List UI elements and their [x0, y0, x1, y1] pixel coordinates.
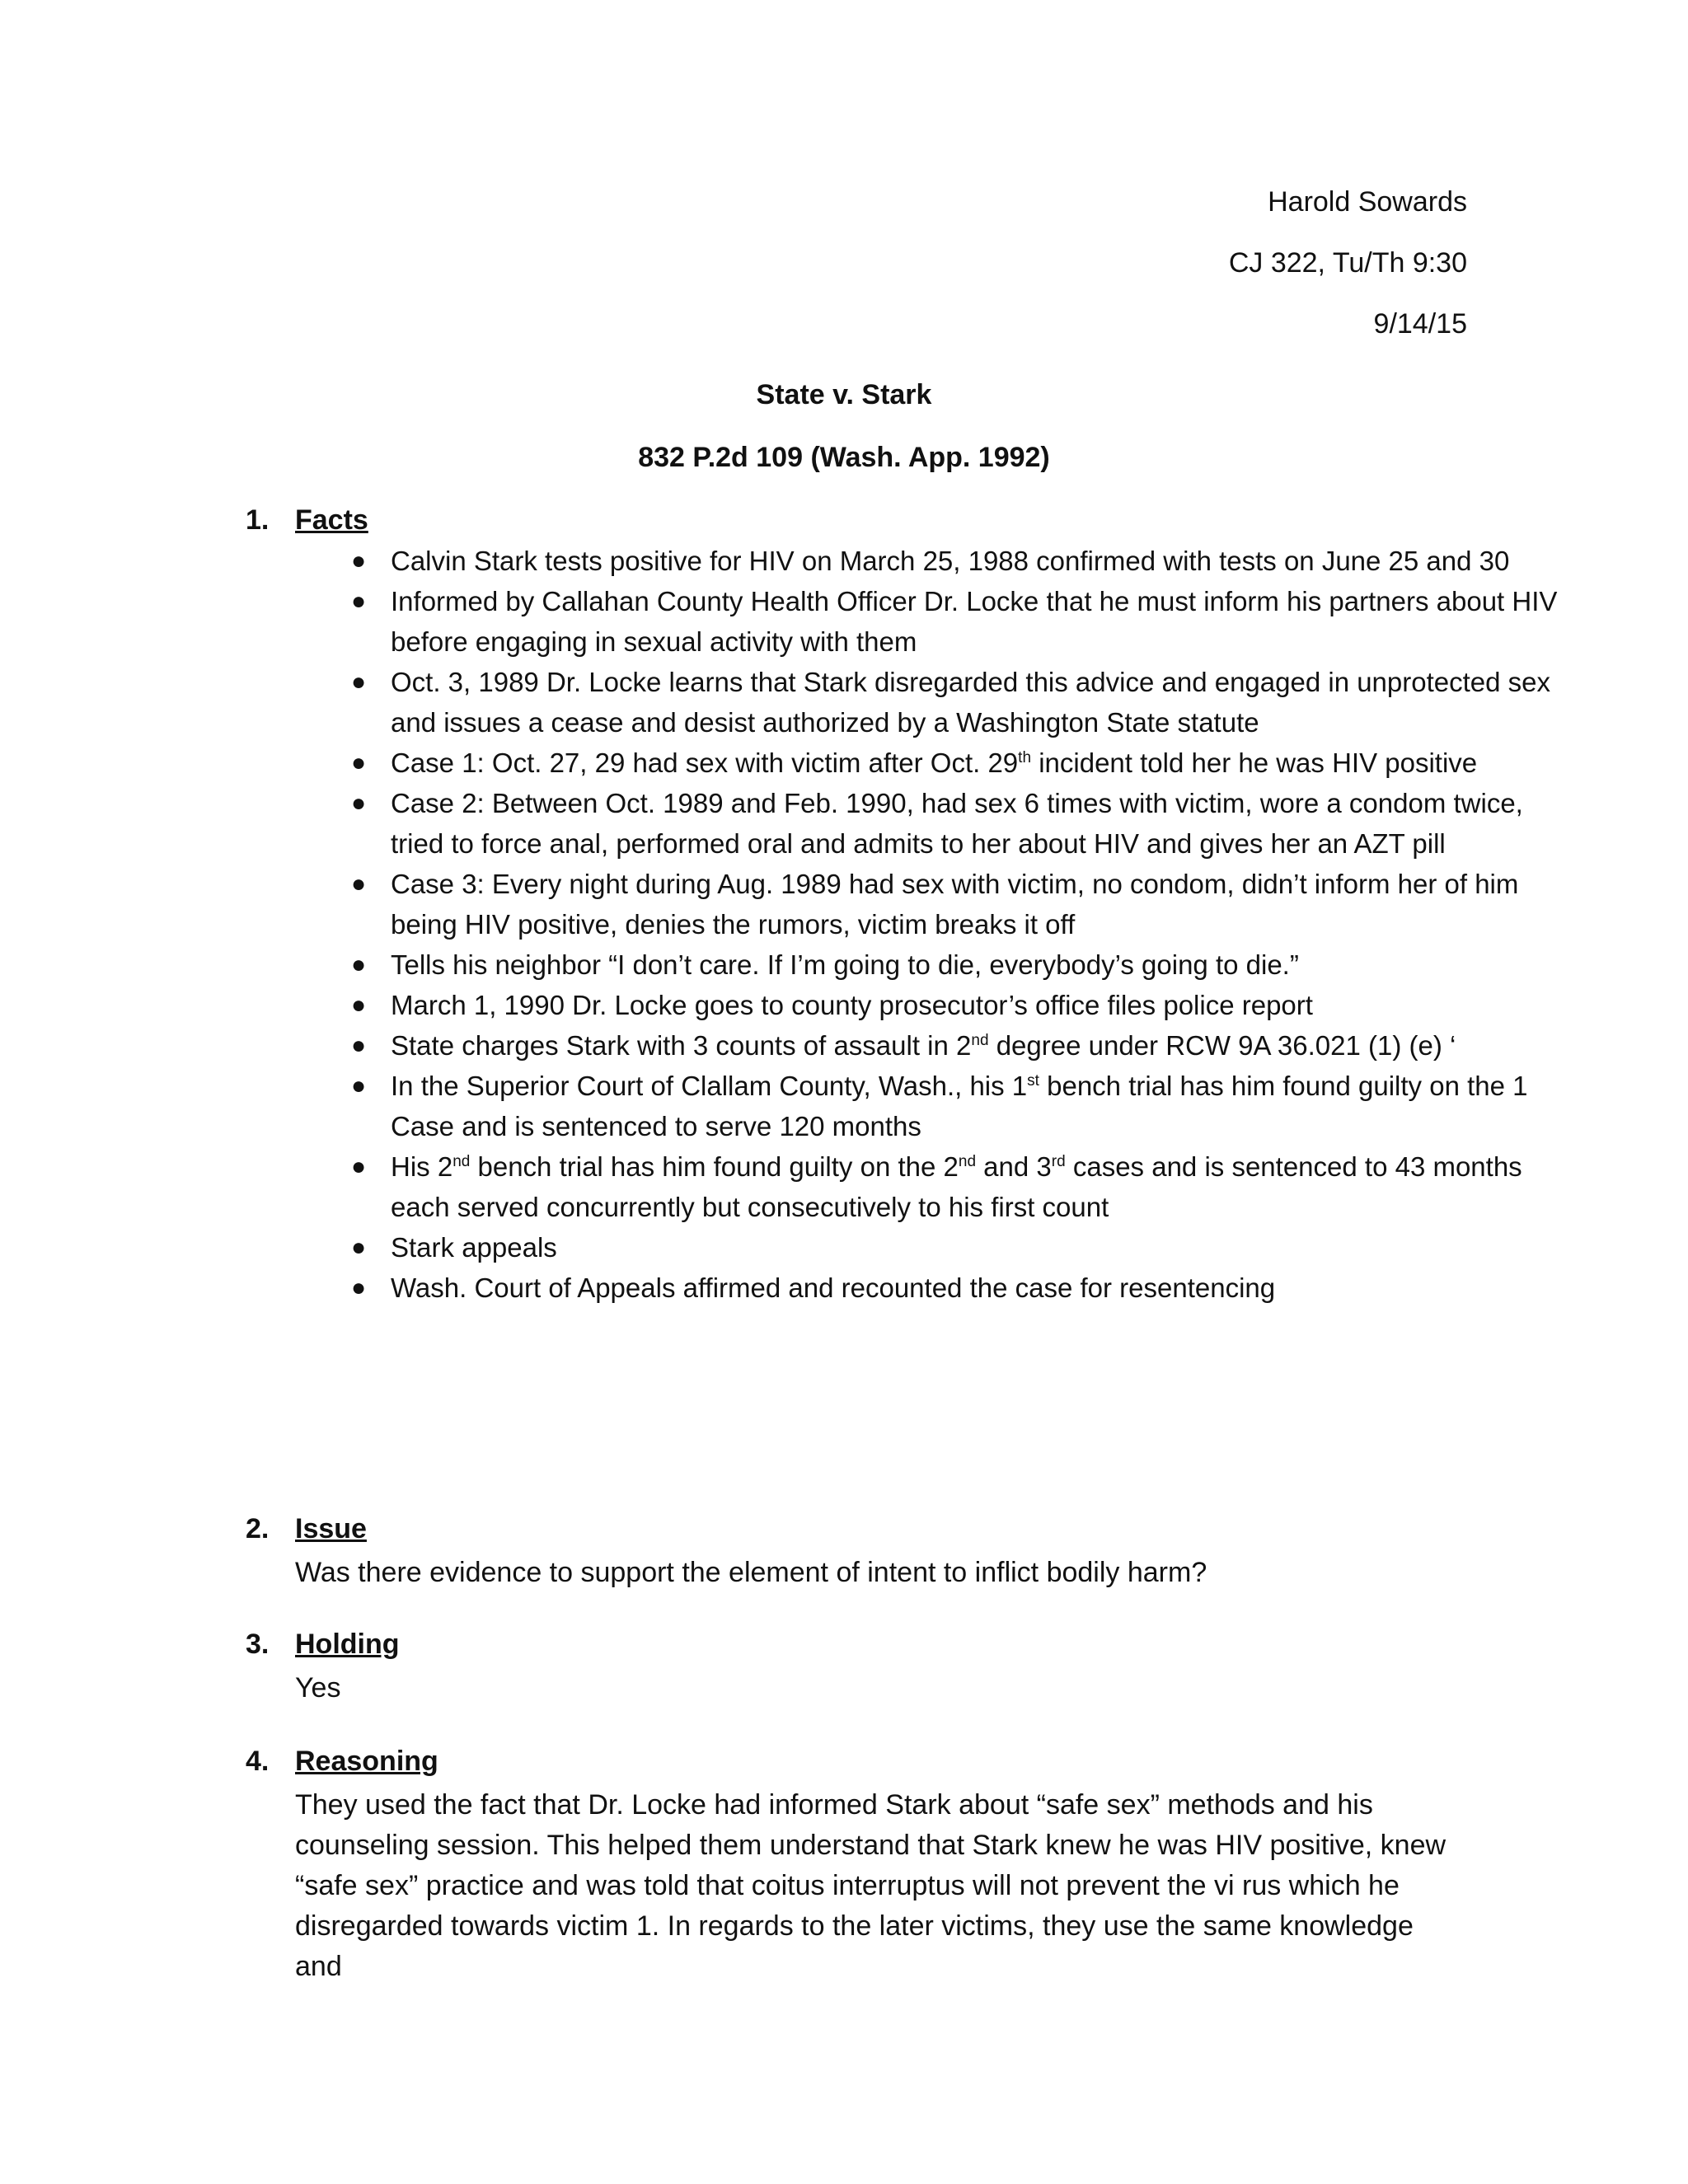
list-item: ● Case 1: Oct. 27, 29 had sex with victim after Oct. 29th incident told her he was HIV positive — [391, 743, 1569, 783]
bullet-icon: ● — [351, 1234, 367, 1261]
holding-text: Yes — [295, 1672, 341, 1704]
reasoning-heading: Reasoning — [295, 1746, 438, 1777]
bullet-icon: ● — [351, 951, 367, 978]
list-item: ● March 1, 1990 Dr. Locke goes to county prosecutor’s office files police report — [391, 985, 1569, 1025]
issue-number: 2. — [246, 1513, 270, 1544]
list-item: ● Case 2: Between Oct. 1989 and Feb. 1990, had sex 6 times with victim, wore a condom twice, tried to force anal, performed oral and admits to her about HIV and gives her an AZT pill — [391, 783, 1569, 864]
bullet-icon: ● — [351, 749, 367, 776]
reasoning-text: They used the fact that Dr. Locke had informed Stark about “safe sex” methods and his counseling session. This helped them understand that Stark knew he was HIV positive, knew “safe sex” practice and was told that coitus interruptus will not prevent the vi rus which he disregarded towards victim 1. In regards to the later victims, they use the same knowledge and — [295, 1789, 1447, 1982]
bullet-icon: ● — [351, 1072, 367, 1099]
bullet-icon: ● — [351, 547, 367, 574]
course-info: CJ 322, Tu/Th 9:30 — [1228, 247, 1467, 279]
facts-list — [351, 541, 1569, 1308]
list-item: ● His 2nd bench trial has him found guilty on the 2nd and 3rd cases and is sentenced to 43 months each served concurrently but consecutively to his first count — [391, 1146, 1569, 1227]
facts-heading: Facts — [295, 504, 368, 536]
case-title: State v. Stark — [756, 379, 932, 410]
list-item: ● Calvin Stark tests positive for HIV on March 25, 1988 confirmed with tests on June 25 and 30 — [391, 541, 1569, 581]
holding-heading: Holding — [295, 1629, 400, 1660]
list-item: ● Case 3: Every night during Aug. 1989 had sex with victim, no condom, didn’t inform her of him being HIV positive, denies the rumors, victim breaks it off — [391, 864, 1569, 944]
student-header — [1229, 188, 1467, 371]
bullet-icon: ● — [351, 870, 367, 898]
list-item: ● In the Superior Court of Clallam County, Wash., his 1st bench trial has him found guilty on the 1 Case and is sentenced to serve 120 months — [391, 1066, 1569, 1146]
list-item: ● Oct. 3, 1989 Dr. Locke learns that Stark disregarded this advice and engaged in unprotected sex and issues a cease and desist authorized by a Washington State statute — [391, 662, 1569, 743]
facts-number: 1. — [246, 504, 270, 536]
issue-heading: Issue — [295, 1513, 367, 1544]
student-name: Harold Sowards — [1268, 186, 1467, 218]
list-item: ● Tells his neighbor “I don’t care. If I’m going to die, everybody’s going to die.” — [391, 944, 1569, 985]
issue-text: Was there evidence to support the element of intent to inflict bodily harm? — [295, 1557, 1207, 1588]
date: 9/14/15 — [1373, 308, 1467, 340]
bullet-icon: ● — [351, 1032, 367, 1059]
list-item: ● Stark appeals — [391, 1227, 1569, 1268]
list-item: ● State charges Stark with 3 counts of assault in 2nd degree under RCW 9A 36.021 (1) (e) ‘ — [391, 1025, 1569, 1066]
list-item: ● Wash. Court of Appeals affirmed and recounted the case for resentencing — [391, 1268, 1569, 1308]
bullet-icon: ● — [351, 1274, 367, 1301]
list-item: ● Informed by Callahan County Health Officer Dr. Locke that he must inform his partners about HIV before engaging in sexual activity with them — [391, 581, 1569, 662]
holding-number: 3. — [246, 1629, 270, 1660]
bullet-icon: ● — [351, 991, 367, 1019]
bullet-icon: ● — [351, 588, 367, 615]
reasoning-number: 4. — [246, 1746, 270, 1777]
bullet-icon: ● — [351, 1153, 367, 1180]
case-citation: 832 P.2d 109 (Wash. App. 1992) — [638, 442, 1050, 473]
bullet-icon: ● — [351, 790, 367, 817]
bullet-icon: ● — [351, 668, 367, 696]
